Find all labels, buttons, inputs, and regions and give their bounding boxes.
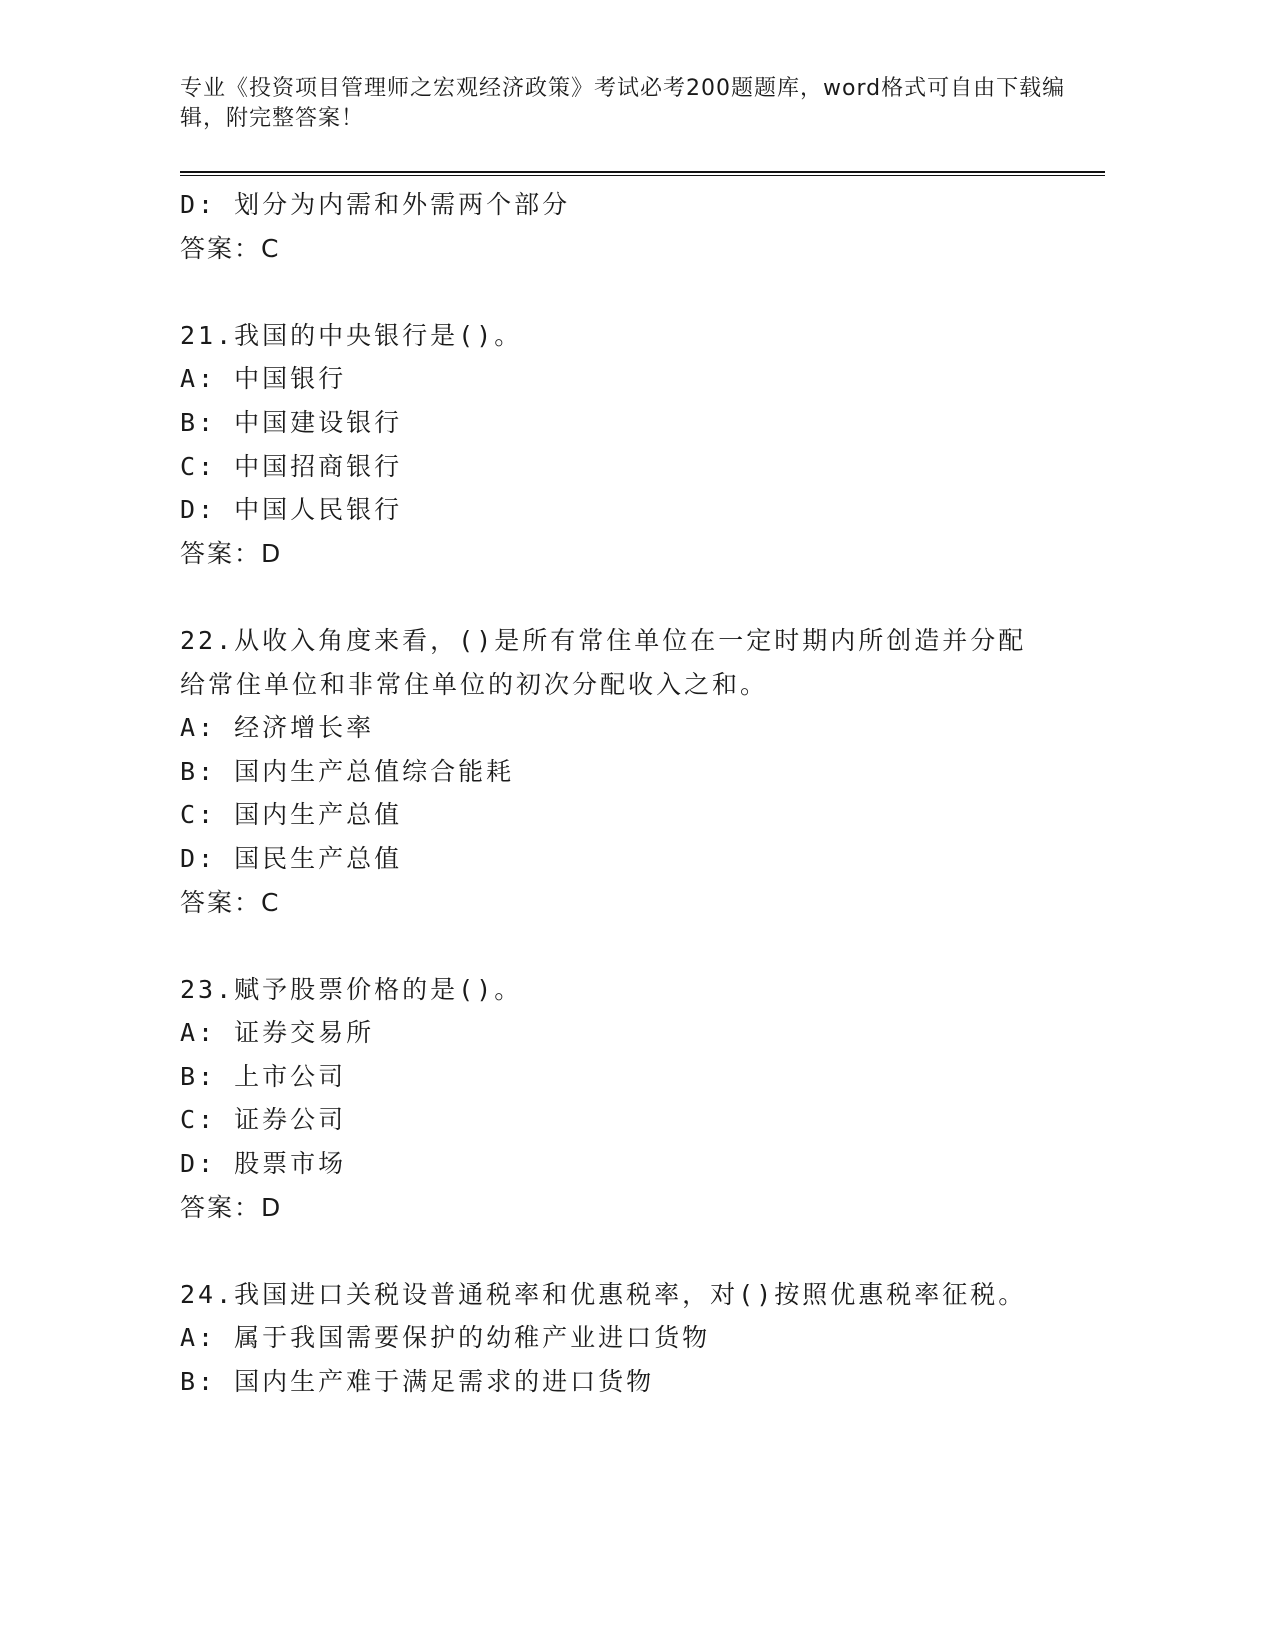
option-a: A: 中国银行 [180, 364, 347, 394]
option-d: D: 中国人民银行 [180, 495, 403, 525]
option-a: A: 经济增长率 [180, 713, 375, 743]
option-c: C: 国内生产总值 [180, 800, 403, 830]
question-stem: 22.从收入角度来看，()是所有常住单位在一定时期内所创造并分配给常住单位和非常住单位的初次分配收入之和。 [180, 625, 1027, 699]
option-d: D: 国民生产总值 [180, 843, 403, 873]
option-d: D: 划分为内需和外需两个部分 [180, 190, 571, 219]
header-divider-thick [180, 171, 1105, 173]
spacer [180, 270, 1080, 314]
document-header: 专业《投资项目管理师之宏观经济政策》考试必考200题题库，word格式可自由下载编辑，附完整答案！ [180, 76, 1066, 131]
question-list [180, 183, 1080, 1404]
answer: 答案：D [180, 1192, 283, 1222]
spacer [180, 575, 1080, 619]
answer: 答案：D [180, 538, 283, 568]
option-b: B: 中国建设银行 [180, 407, 403, 437]
spacer [180, 924, 1080, 968]
question-stem: 24.我国进口关税设普通税率和优惠税率，对()按照优惠税率征税。 [180, 1279, 1027, 1309]
option-b: B: 国内生产总值综合能耗 [180, 756, 515, 786]
question-stem: 21.我国的中央银行是()。 [180, 320, 523, 350]
option-b: B: 国内生产难于满足需求的进口货物 [180, 1367, 655, 1397]
header-divider-thin [180, 175, 1105, 176]
option-c: C: 证券公司 [180, 1105, 347, 1135]
option-a: A: 证券交易所 [180, 1018, 375, 1048]
option-b: B: 上市公司 [180, 1061, 347, 1091]
answer: 答案：C [180, 887, 281, 917]
option-c: C: 中国招商银行 [180, 451, 403, 481]
option-a: A: 属于我国需要保护的幼稚产业进口货物 [180, 1323, 711, 1353]
answer: 答案：C [180, 233, 281, 263]
question-stem: 23.赋予股票价格的是()。 [180, 974, 523, 1004]
spacer [180, 1229, 1080, 1273]
option-d: D: 股票市场 [180, 1149, 347, 1179]
